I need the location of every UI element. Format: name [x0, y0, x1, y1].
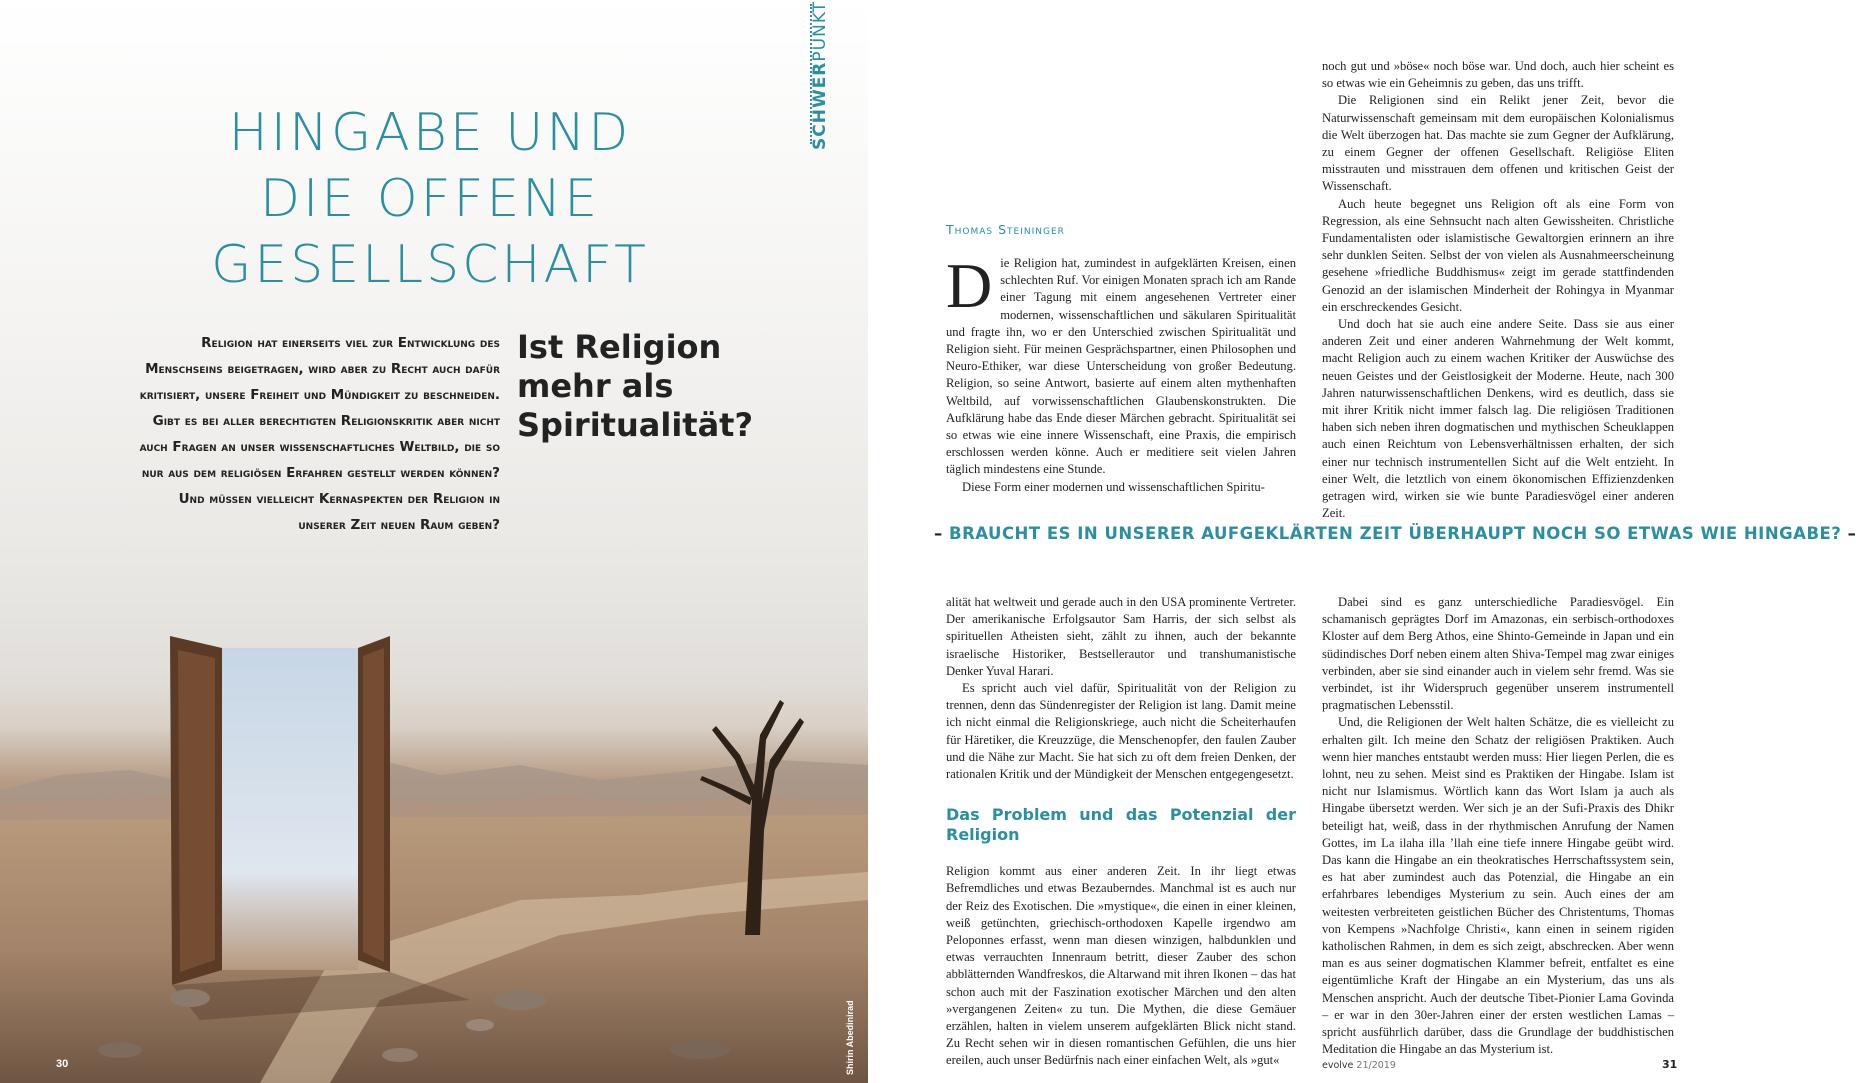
- column-c: [946, 594, 1296, 1070]
- section-subheading: Das Problem und das Potenzial der Religion: [946, 805, 1296, 845]
- title-line-3: GESELLSCHAFT: [211, 235, 649, 295]
- section-tab-part2: PUNKT: [810, 0, 830, 62]
- paragraph: Und, die Religionen der Welt halten Schätze, die es vielleicht zu erhalten gilt. Ich meine den Schatz der religiösen Praktiken. Auch wenn hier manches entstaubt werden muss: Hier liegen Perlen, die es lohnt, neu zu sehen. Meist sind es Praktiken der Hingabe. Islam ist nicht nur Islamismus. Wörtlich kann das Wort Islam ja auch als Hingabe übersetzt werden. Wer sich je an der Sufi-Praxis des Dhikr beteiligt hat, weiß, dass in der rhythmischen Anrufung der Namen Gottes, im La ilaha illa ’llah eine tiefe innere Hingabe geübt wird. Das kann die Hingabe an ein theokratisches Herrschaftssystem sein, es hat aber zumindest auch das Potenzial, die Hingabe an ein erfahrbares lebendiges Mysterium zu sein. Auch eines der am weitesten verbreiteten geistlichen Bücher des Christentums, Thomas von Kempens »Nachfolge Christi«, kann einen in seinem rigiden katholischen Rahmen, in dem es sich zeigt, abschrecken. Aber wenn man es aus seiner dogmatischen Klammer befreit, entfaltet es eine eigentümliche Kraft der Hingabe an ein Mysterium, das uns als Menschen anspricht. Auch der deutsche Tibet-Pionier Lama Govinda – er war in den 30er-Jahren einer der ersten westlichen Lamas – spricht ausführlich darüber, dass die Grundlage der buddhistischen Meditation die Hingabe an das Mysterium ist.: [1322, 715, 1674, 1057]
- footer-issue: 21/2019: [1356, 1060, 1396, 1071]
- column-d: [1322, 594, 1674, 1058]
- paragraph: Diese Form einer modernen und wissenschaftlichen Spiritu-: [962, 479, 1265, 494]
- article-title: [150, 100, 710, 298]
- paragraph: noch gut und »böse« noch böse war. Und doch, auch hier scheint es so etwas wie ein Geheimnis zu geben, das uns trifft.: [1322, 59, 1674, 91]
- photo-credit: Shirin Abedinirad: [845, 1000, 855, 1075]
- right-page: [868, 0, 1856, 1083]
- pull-quote-text: BRAUCHT ES IN UNSERER AUFGEKLÄRTEN ZEIT ÜBERHAUPT NOCH SO ETWAS WIE HINGABE?: [949, 524, 1842, 543]
- paragraph: Die Religionen sind ein Relikt jener Zeit, bevor die Naturwissenschaft gemeinsam mit dem europäischen Kolonialismus die Welt überzogen hat. Das machte sie zum Gegner der Aufklärung, zu einem Gegner der offenen Gesellschaft. Religiöse Eliten misstrauten und misstrauen dem offenen und kritischen Geist der Wissenschaft.: [1322, 93, 1674, 194]
- column-b: [1322, 58, 1674, 522]
- page-number-right: 31: [1662, 1058, 1678, 1071]
- footer-magazine-name: evolve: [1322, 1060, 1354, 1071]
- footer-brand: [1322, 1060, 1396, 1071]
- dropcap: D: [946, 250, 993, 321]
- paragraph: Es spricht auch viel dafür, Spiritualität von der Religion zu trennen, denn das Sündenregister der Religion ist lang. Damit meine ich nicht einmal die Religionskriege, auch nicht die Scheiterhaufen für Häretiker, die Kreuzzüge, die Menschenopfer, den faulen Zauber und die Nähe zur Macht. Sie hat sich zu oft dem freien Denken, der rationalen Kritik und der Mündigkeit der Menschen entgegengesetzt.: [946, 681, 1296, 782]
- column-a: [946, 250, 1296, 496]
- paragraph: Dabei sind es ganz unterschiedliche Paradiesvögel. Ein schamanisch geprägtes Dorf im Amazonas, ein serbisch-orthodoxes Kloster auf dem Berg Athos, eine Shinto-Gemeinde in Japan und ein südindisches Dorf neben einem alten Shiva-Tempel mag zwar einiges verbinden, aber sie sind einander auch in vielem sehr fremd. Was sie verbindet, ist ihr Widerspruch gegenüber unserem instrumentell pragmatischen Lebensstil.: [1322, 595, 1674, 713]
- pull-quote-dash-left: –: [934, 524, 943, 543]
- section-tab-part1: SCHWER: [810, 61, 830, 150]
- paragraph: Und doch hat sie auch eine andere Seite. Dass sie aus einer anderen Zeit und einer anderen Wahrnehmung der Welt kommt, macht Religion auch zu einem wachen Kritiker der Auswüchse des neuen Geistes und der Geistlosigkeit der Moderne. Heute, nach 300 Jahren naturwissenschaftlichen Denkens, wird es deutlich, dass sie mit ihrer Kritik nicht immer falsch lag. Die religiösen Traditionen haben sich neben ihren dogmatischen und mythischen Scheuklappen auch einen Reichtum von Lebensverhältnissen erhalten, der sich einer nur technisch instrumentellen Sicht auf die Welt entzieht. In einer Welt, die letztlich von einem ökonomischen Effizienzdenken getragen wird, wirken sie wie bunte Paradiesvögel einer anderen Zeit.: [1322, 317, 1674, 521]
- left-page: [0, 0, 868, 1083]
- paragraph: ie Religion hat, zumindest in aufgeklärten Kreisen, einen schlechten Ruf. Vor einigen Monaten sprach ich am Rande einer Tagung mit einem angesehenen Vertreter einer modernen, wissenschaftlichen und säkularen Spiritualität und fragte ihn, wo er den Unterschied zwischen Spiritualität und Religion sieht. Für meinen Gesprächspartner, einen Philosophen und Neuro-Ethiker, war diese Unterscheidung von großer Bedeutung. Religion, so seine Antwort, basierte auf einem alten mythenhaften Weltbild, auf vorwissenschaftlichen Glaubenskonstrukten. Die Aufklärung habe das Ende dieser Märchen gebracht. Spiritualität sei so etwas wie eine innere Wissenschaft, eine Praxis, die empirisch erschlossen werden könne. Auch er meditiere seit vielen Jahren täglich mindestens eine Stunde.: [946, 256, 1296, 477]
- pull-quote: [934, 524, 1856, 543]
- title-line-1: HINGABE UND: [228, 103, 632, 163]
- section-tab: [810, 1, 830, 150]
- title-line-2: DIE OFFENE: [259, 169, 601, 229]
- paragraph: Auch heute begegnet uns Religion oft als eine Form von Regression, als eine Sehnsucht nach alten Gewissheiten. Christliche Fundamentalisten oder islamistische Gewaltorgien erinnern an ihre sehr dunklen Seiten. Selbst der von vielen als Ausnahmeerscheinung gesehene »friedliche Buddhismus« zeigt im gerade stattfindenden Genozid an der islamischen Minderheit der Rohingya in Myanmar ein erschreckendes Gesicht.: [1322, 196, 1674, 314]
- paragraph: alität hat weltweit und gerade auch in den USA prominente Vertreter. Der amerikanische Erfolgsautor Sam Harris, der sich selbst als spirituellen Atheisten sieht, zählt zu ihnen, auch der bekannte israelische Historiker, Bestsellerautor und transhumanistische Denker Yuval Harari.: [946, 595, 1296, 678]
- author-name: Thomas Steininger: [946, 222, 1065, 237]
- page-number-left: 30: [56, 1058, 69, 1070]
- intro-text: Religion hat einerseits viel zur Entwicklung des Menschseins beigetragen, wird aber zu Recht auch dafür kritisiert, unsere Freiheit und Mündigkeit zu beschneiden. Gibt es bei aller berechtigten Religionskritik aber nicht auch Fragen an unser wissenschaftliches Weltbild, die so nur aus dem religiösen Erfahren gestellt werden können? Und müssen vielleicht Kernaspekten der Religion in unserer Zeit neuen Raum geben?: [139, 335, 500, 533]
- paragraph: Religion kommt aus einer anderen Zeit. In ihr liegt etwas Befremdliches und etwas Bezauberndes. Manchmal ist es auch nur der Reiz des Exotischen. Die »mystique«, die einen in einer kleinen, weiß getünchten, griechisch-orthodoxen Kapelle irgendwo am Peloponnes erfasst, wenn man diesen winzigen, halbdunklen und etwas verrauchten Innenraum betritt, dieser Zauber des schon abblätternden Wandfreskos, die Altarwand mit ihren Ikonen – das hat schon auch mit der Faszination exotischer Märchen und den alten »vergangenen Zeiten« zu tun. Die Mythen, die diese Gemäuer erzählen, halten in vielem unserem aufgeklärten Blick nicht stand. Zu Recht sehen wir in diesen romantischen Gefühlen, die uns hier ereilen, auch unser Bedürfnis nach einer einfachen Welt, als »gut«: [946, 864, 1296, 1068]
- pull-quote-dash-right: –: [1847, 524, 1856, 543]
- question-headline: Ist Religion mehr als Spiritualität?: [517, 328, 754, 444]
